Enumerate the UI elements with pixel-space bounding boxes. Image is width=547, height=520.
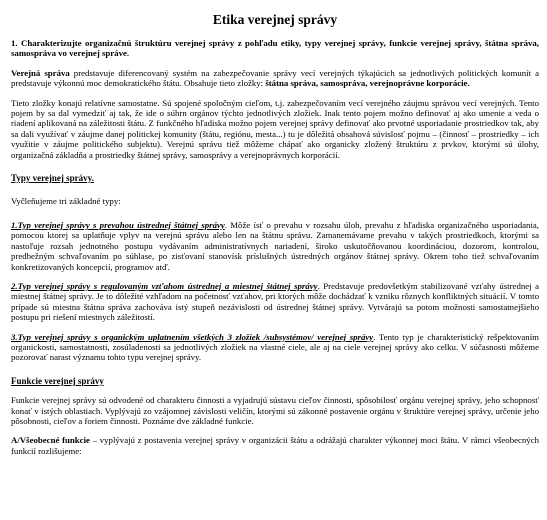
general-functions-paragraph [11,435,539,456]
type-2-paragraph [11,281,539,323]
types-heading: Typy verejnej správy. [11,173,94,184]
type-2-text: . Predstavuje predovšetkým stabilizované vzťahy ústrednej a miestnej štátnej správy. Je to dôležité vzhľadom na početnosť vzťahov, pri ktorých môže dochádzať k vzniku rôznych konfliktných situácií. V tomto prípade sú miestna štátna správa zachováva istý stupeň nezávislosti od ústrednej štátnej správy. Vytvárajú sa potom možnosti samostatnejšieho postupu pri riešení miestnych záležitostí. [11,280,539,323]
intro-components: štátna správa, samospráva, verejnoprávne korporácie. [265,78,470,89]
functions-heading: Funkcie verejnej správy [11,375,104,386]
general-functions-text: – vyplývajú z postavenia verejnej správy v organizácii štátu a odrážajú charakter výkonnej moci štátu. V rámci všeobecných funkcií rozlišujeme: [11,435,539,456]
definition-paragraph: Tieto zložky konajú relatívne samostatne. Sú spojené spoločným cieľom, t.j. zabezpečovaním vecí verejného záujmu správou vecí verejných. Tento pojem by sa dal vymedziť aj tak, že ide o súhrn orgánov týchto jednotlivých zložiek. Inak tento pojem možno definovať aj ako umenie a veda o riadení aplikovaná na záležitosti štátu. Z funkčného hľadiska možno pojem verejnej správy definovať ako prvotné usporiadanie prostriedkov tak, aby sa dali využívať v záujme danej politickej komunity (štátu, regiónu, mesta...) tu je dôležitá obsahová súvislosť pojmu – (činnosť – prostriedky – ich využitie v záujme politického subjektu). Verejnú správu tiež môžeme chápať ako organicky zložený štruktúru z prvkov, ktorými sú úlohy, organizačná základňa a prostriedky štátnej správy, samosprávy a verejnoprávnych korporácií. [11,97,539,160]
page-title: Etika verejnej správy [212,12,338,27]
type-3-text: . Tento typ je charakteristický rešpektovaním organickosti, samostatnosti, zosúladenosti sa jednotlivých zložiek na vlastné ciele, ale aj na ciele verejnej správy ako celku. V súčasnosti môžeme pozorovať narast významu tohto typu verejnej správy. [11,331,539,363]
types-intro: Vyčleňujeme tri základné typy: [11,196,121,207]
type-3-title: 3.Typ verejnej správy s organickým uplatnením všetkých 3 zložiek /subsystémov/ verejnej správy [11,331,374,342]
type-2-title: 2.Typ verejnej správy s regulovaným vzťahom ústrednej a miestnej štátnej správy [11,280,318,291]
general-functions-lead: A/Všeobecné funkcie [11,435,90,446]
intro-text: predstavuje diferencovaný systém na zabezpečovanie správy vecí verejných týkajúcich sa jednotlivých politických komunít a predstavuje výkonnú moc demokratického štátu. Obsahuje tieto zložky: [11,67,539,89]
type-1-text: . Môže ísť o prevahu v rozsahu úloh, prevahu z hľadiska organizačného usporiadania, pomocou ktorej sa uplatňuje vplyv na verejnú správu alebo len na štátnu správu. Zamanemávame prevahu v takých prostriedkoch, ktorými sa nastoľuje rozsah jednotného postupu vydávaním administratívnych nariadení, široko uskutočňovanou koordináciou, dozorom, kontrolou, predbežným schvaľovaním po súhlase, po zisťovaní stanovísk príslušných ústredných orgánov štátnej správy. Okrem toho tiež schvaľovaním konkretizovaných koncepcií, programov atď. [11,219,539,272]
type-1-title: 1.Typ verejnej správy s prevahou ústrednej štátnej správy [11,219,225,230]
intro-paragraph [11,68,539,89]
functions-paragraph: Funkcie verejnej správy sú odvodené od charakteru činnosti a vyjadrujú sústavu cieľov činnosti, spôsobilosť orgánu verejnej správy, jeho schopnosť konať v istých oblastiach. Vyplývajú zo vzájomnej závislosti veličín, ktorými sú zákonné postavenie orgánu v štruktúre verejnej správy, určenie jeho pôsobnosti, cieľov a foriem činnosti. Poznáme dve základné funkcie. [11,395,539,426]
type-1-paragraph [11,220,539,272]
intro-lead: Verejná správa [11,67,70,78]
type-3-paragraph [11,332,539,363]
question: 1. Charakterizujte organizačnú štruktúru verejnej správy z pohľadu etiky, typy verejnej správy, funkcie verejnej správy, štátna správa, samospráva vo verejnej správe. [11,38,539,59]
